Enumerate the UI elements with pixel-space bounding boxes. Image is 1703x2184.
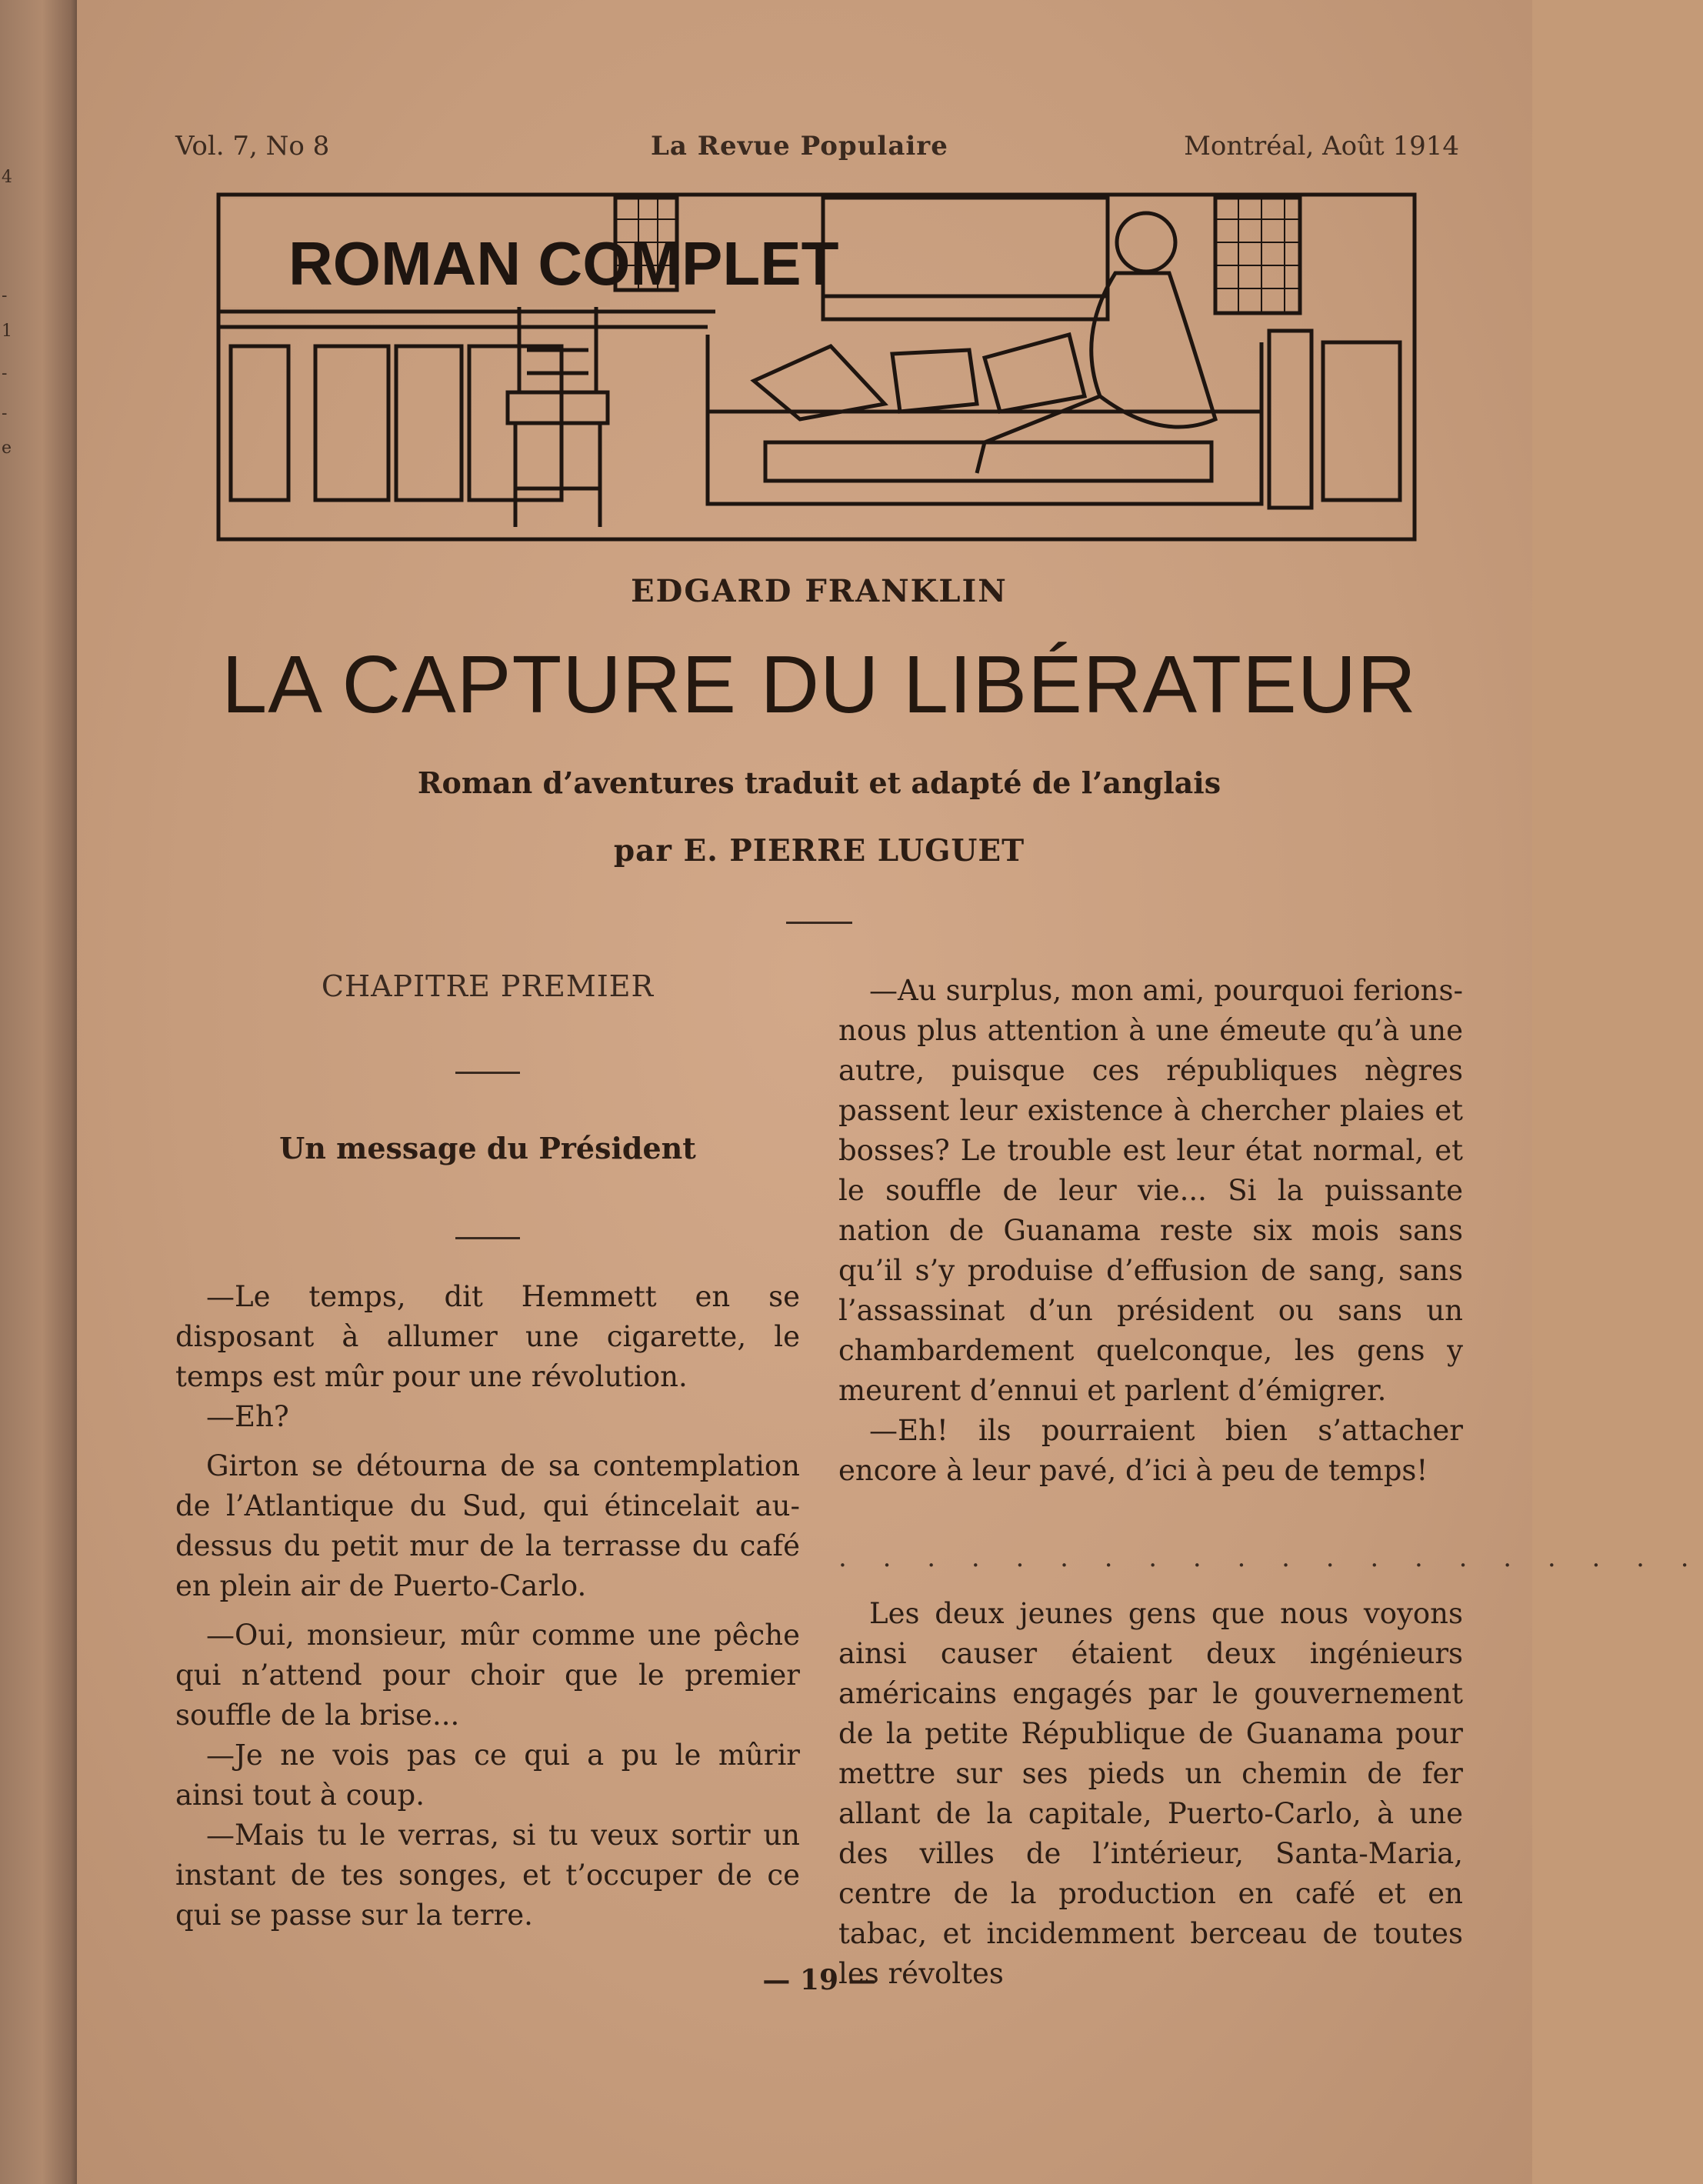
place-date: Montréal, Août 1914 bbox=[1184, 131, 1459, 162]
section-title: Un message du Président bbox=[279, 1131, 696, 1165]
story-subtitle: Roman d’aventures traduit et adapté de l’anglais bbox=[417, 765, 1221, 800]
paragraph: —Je ne vois pas ce qui a pu le mûrir ainsi tout à coup. bbox=[175, 1739, 800, 1812]
right-column-continued bbox=[838, 1594, 1463, 1994]
interior-scene-illustration bbox=[215, 188, 1419, 542]
volume-number: Vol. 7, No 8 bbox=[175, 131, 330, 162]
page-number: — 19 — bbox=[762, 1964, 876, 1996]
paragraph: Les deux jeunes gens que nous voyons ainsi causer étaient deux ingénieurs américains engagés par le gouvernement de la petite République de Guanama pour mettre sur ses pieds un chemin de fer allant de la capitale, Puerto-Carlo, à une des villes de l’intérieur, Santa-Maria, centre de la production en café et en tabac, et incidemment berceau de toutes les révoltes bbox=[838, 1597, 1463, 1990]
right-column bbox=[838, 971, 1463, 1491]
paragraph: Girton se détourna de sa contemplation de l’Atlantique du Sud, qui étincelait au-dessus du petit mur de la terrasse du café en plein air de Puerto-Carlo. bbox=[175, 1449, 800, 1602]
paragraph: —Mais tu le verras, si tu veux sortir un instant de tes songes, et t’occuper de ce qui se passe sur la terre. bbox=[175, 1819, 800, 1932]
paragraph: —Eh! ils pourraient bien s’attacher encore à leur pavé, d’ici à peu de temps! bbox=[838, 1414, 1463, 1487]
section-break-dots: . . . . . . . . . . . . . . . . . . . . bbox=[838, 1542, 1703, 1573]
roman-complet-label: ROMAN COMPLET bbox=[288, 229, 839, 298]
spine-mark: - bbox=[2, 404, 8, 423]
spine-mark: 1 bbox=[2, 322, 12, 341]
author-name: EDGARD FRANKLIN bbox=[631, 573, 1008, 609]
paragraph: —Le temps, dit Hemmett en se disposant à allumer une cigarette, le temps est mûr pour une révolution. bbox=[175, 1280, 800, 1393]
spine-mark: - bbox=[2, 286, 8, 305]
paragraph: —Eh? bbox=[206, 1400, 289, 1433]
publication-name: La Revue Populaire bbox=[651, 131, 948, 162]
left-column bbox=[175, 1277, 800, 1936]
title-divider bbox=[786, 922, 852, 924]
paragraph: —Au surplus, mon ami, pourquoi ferions-nous plus attention à une émeute qu’à une autre, puisque ces républiques nègres passent leur existence à chercher plaies et bosses? Le trouble est leur état normal, et le souffle de leur vie... Si la puissante nation de Guanama reste six mois sans qu’il s’y produise d’effusion de sang, sans l’assassinat d’un président ou sans un chambardement quelconque, les gens y meurent d’ennui et parlent d’émigrer. bbox=[838, 974, 1463, 1407]
spine-mark: 4 bbox=[2, 168, 12, 187]
paragraph: —Oui, monsieur, mûr comme une pêche qui n’attend pour choir que le premier souffle de la brise... bbox=[175, 1619, 800, 1732]
story-title: LA CAPTURE DU LIBÉRATEUR bbox=[222, 639, 1417, 730]
translator-byline: par E. PIERRE LUGUET bbox=[613, 833, 1025, 869]
chapter-heading: CHAPITRE PREMIER bbox=[321, 969, 655, 1003]
book-spine-edge bbox=[0, 0, 77, 2184]
illustration-banner bbox=[215, 188, 1419, 542]
spine-mark: - bbox=[2, 364, 8, 383]
chapter-divider bbox=[455, 1072, 520, 1074]
section-divider bbox=[455, 1237, 520, 1239]
spine-mark: e bbox=[2, 438, 12, 458]
